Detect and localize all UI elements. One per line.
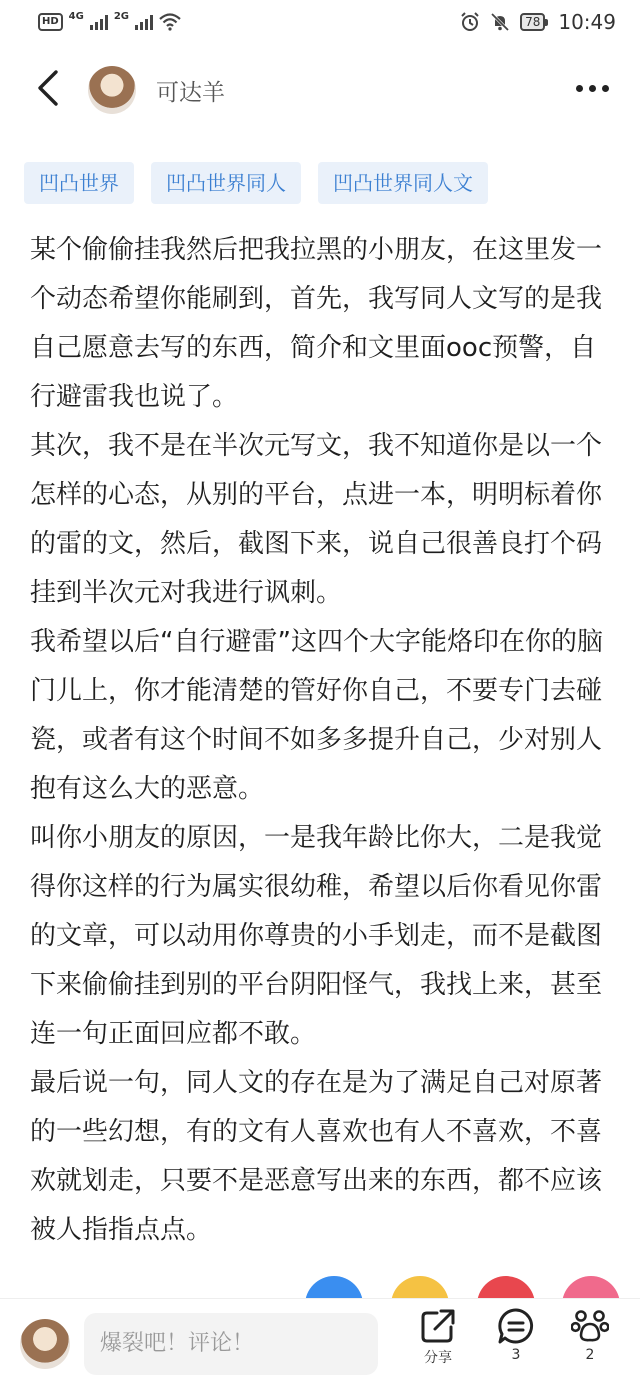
battery-icon [520, 13, 548, 31]
tag-item[interactable]: 凹凸世界同人 [151, 162, 301, 204]
share-label: 分享 [424, 1350, 452, 1366]
post-paragraph: 最后说一句，同人文的存在是为了满足自己对原著的一些幻想，有的文有人喜欢也有人不喜欢，不喜欢就划走，只要不是恶意写出来的东西，都不应该被人指指点点。 [30, 1068, 603, 1245]
signal-icon-2 [135, 14, 153, 30]
comment-input[interactable]: 爆裂吧！评论！ [84, 1313, 378, 1375]
wifi-icon [159, 13, 181, 31]
author-name[interactable]: 可达羊 [156, 80, 225, 106]
more-options-icon[interactable] [576, 80, 612, 96]
status-time: 10:49 [558, 10, 616, 34]
post-paragraph: 叫你小朋友的原因，一是我年龄比你大，二是我觉得你这样的行为属实很幼稚，希望以后你看见你雷的文章，可以动用你尊贵的小手划走，而不是截图下来偷偷挂到别的平台阴阳怪气，我找上来，甚至连一句正面回应都不敢。 [30, 823, 603, 1049]
post-content [30, 226, 610, 1255]
signal-icon [90, 14, 108, 30]
comment-icon [497, 1307, 535, 1345]
like-count: 2 [585, 1347, 595, 1363]
status-bar [0, 0, 640, 44]
battery-level: 78 [520, 13, 545, 31]
sim1-network-label: 4G [68, 10, 84, 22]
post-paragraph: 某个偷偷挂我然后把我拉黑的小朋友，在这里发一个动态希望你能刷到，首先，我写同人文写的是我自己愿意去写的东西，简介和文里面ooc预警，自行避雷我也说了。 [30, 235, 603, 412]
mute-bell-icon [490, 12, 510, 32]
my-avatar[interactable] [20, 1319, 70, 1369]
back-arrow-icon[interactable] [28, 66, 68, 110]
bottom-bar [0, 1298, 640, 1387]
tag-item[interactable]: 凹凸世界同人文 [318, 162, 488, 204]
author-avatar[interactable] [88, 66, 136, 114]
share-icon [419, 1307, 457, 1345]
post-header [0, 52, 640, 126]
post-paragraph: 我希望以后“自行避雷”这四个大字能烙印在你的脑门儿上，你才能清楚的管好你自己，不要专门去碰瓷，或者有这个时间不如多多提升自己，少对别人抱有这么大的恶意。 [30, 627, 603, 804]
status-left [38, 10, 181, 31]
sim2-network-label: 2G [113, 10, 130, 22]
post-paragraph: 其次，我不是在半次元写文，我不知道你是以一个怎样的心态，从别的平台，点进一本，明明标着你的雷的文，然后，截图下来，说自己很善良打个码挂到半次元对我进行讽刺。 [30, 431, 603, 608]
tag-list [24, 162, 488, 204]
comment-count: 3 [511, 1347, 521, 1363]
comment-button[interactable] [486, 1307, 546, 1379]
share-button[interactable] [408, 1307, 468, 1379]
status-right [460, 10, 616, 34]
paw-icon [571, 1307, 609, 1345]
tag-item[interactable]: 凹凸世界 [24, 162, 134, 204]
alarm-icon [460, 12, 480, 32]
hd-indicator: HD [38, 13, 63, 31]
like-button[interactable] [560, 1307, 620, 1379]
